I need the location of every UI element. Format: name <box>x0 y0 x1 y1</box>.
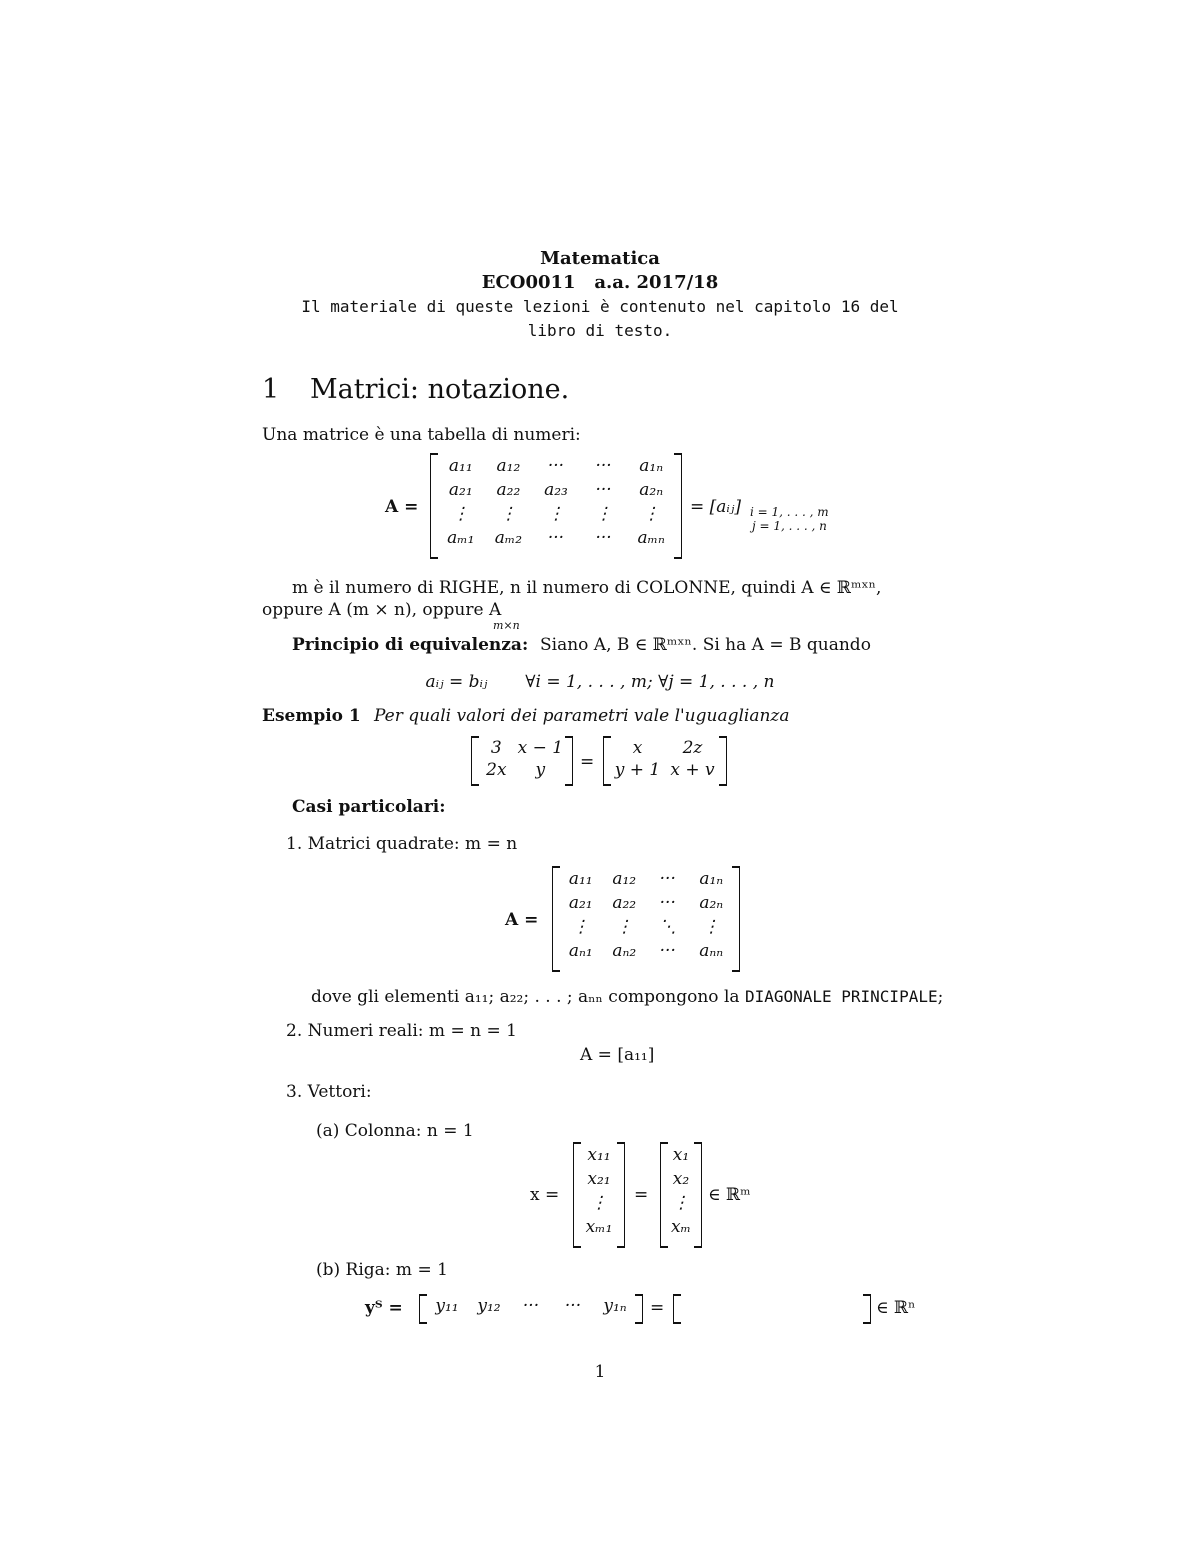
esempio-left-cell: y <box>535 760 546 780</box>
square-matrix-cell: ··· <box>659 893 676 913</box>
course-title: Matematica <box>540 248 660 269</box>
square-matrix-cell: a₂₂ <box>612 893 637 913</box>
matrix-a-cell: ··· <box>547 528 565 548</box>
intro-text: Una matrice è una tabella di numeri: <box>262 425 581 445</box>
real-number-formula: A = [a₁₁] <box>580 1045 655 1065</box>
matrix-a-cell: a₂₃ <box>544 480 568 500</box>
matrix-a-cell: ⋮ <box>595 504 613 524</box>
matrix-a-index-j: j = 1, . . . , n <box>752 519 827 533</box>
esempio-right-cell: y + 1 <box>614 760 661 780</box>
matrix-a-rhs: = [aᵢⱼ] <box>690 497 741 517</box>
matrix-a-lhs: A = <box>385 497 419 517</box>
column-label: (a) Colonna: n = 1 <box>316 1121 474 1141</box>
esempio-left-cell: 2x <box>486 760 507 780</box>
square-matrix-cell: ⋱ <box>659 917 677 937</box>
matrix-a-cell: aₘ₂ <box>494 528 523 548</box>
casi-heading: Casi particolari: <box>292 797 446 817</box>
column-left-cell: xₘ₁ <box>585 1217 613 1237</box>
esempio-right-cell: x + v <box>670 760 715 780</box>
square-matrix-cell: a₂ₙ <box>699 893 724 913</box>
column-vector-tail: ∈ ℝᵐ <box>708 1185 751 1205</box>
row-left-cell: ··· <box>522 1296 540 1316</box>
casi-item-2: 2. Numeri reali: m = n = 1 <box>286 1021 517 1041</box>
row-left-cell: y₁₁ <box>435 1296 459 1316</box>
row-vector-left <box>419 1294 643 1324</box>
note-line-2: libro di testo. <box>527 321 673 340</box>
row-vector-lhs: yᵀ = <box>365 1298 403 1318</box>
matrix-a-cell: a₁₂ <box>496 456 521 476</box>
para-mn-line1: m è il numero di RIGHE, n il numero di COLONNE, quindi A ∈ ℝᵐˣⁿ, <box>292 578 882 598</box>
square-matrix-cell: a₁ₙ <box>699 869 724 889</box>
matrix-a-cell: aₘ₁ <box>447 528 475 548</box>
column-vector-right <box>660 1142 702 1248</box>
column-left-cell: x₁₁ <box>587 1145 611 1165</box>
diagonal-text <box>311 987 943 1007</box>
principio-label: Principio di equivalenza: <box>292 635 529 655</box>
casi-item-3: 3. Vettori: <box>286 1082 372 1102</box>
column-vector-equals: = <box>634 1185 649 1205</box>
esempio-right-cell: x <box>632 738 643 758</box>
matrix-a-cell: a₁ₙ <box>639 456 664 476</box>
matrix-a-cell: ⋮ <box>547 504 565 524</box>
casi-item-1: 1. Matrici quadrate: m = n <box>286 834 518 854</box>
para-mn-line2: oppure A (m × n), oppure A <box>262 600 502 620</box>
square-matrix-cell: ··· <box>659 869 676 889</box>
square-matrix <box>552 866 740 972</box>
row-vector-equals: = <box>650 1298 665 1318</box>
diagonal-text-pre: dove gli elementi a₁₁; a₂₂; . . . ; aₙₙ compongono la <box>311 987 740 1007</box>
matrix-a <box>430 453 682 559</box>
row-vector-tail: ∈ ℝⁿ <box>876 1298 916 1318</box>
column-right-cell: x₂ <box>672 1169 690 1189</box>
square-matrix-cell: ⋮ <box>615 917 633 937</box>
column-right-cell: ⋮ <box>672 1193 690 1213</box>
column-vector-left <box>573 1142 625 1248</box>
square-matrix-cell: ··· <box>659 941 676 961</box>
diagonal-text-post: ; <box>937 987 944 1007</box>
column-right-cell: x₁ <box>672 1145 690 1165</box>
esempio-left-cell: 3 <box>490 738 502 758</box>
column-left-cell: ⋮ <box>590 1193 608 1213</box>
page-number: 1 <box>594 1362 606 1382</box>
matrix-a-index-i: i = 1, . . . , m <box>750 505 829 519</box>
column-left-cell: x₂₁ <box>587 1169 611 1189</box>
square-matrix-cell: a₁₁ <box>568 869 593 889</box>
row-left-cell: ··· <box>564 1296 582 1316</box>
diagonal-text-mono: DIAGONALE PRINCIPALE <box>744 987 938 1006</box>
matrix-a-cell: ⋮ <box>642 504 660 524</box>
matrix-a-cell: aₘₙ <box>637 528 665 548</box>
esempio-left-matrix <box>471 736 573 786</box>
column-vector-lhs: x = <box>530 1185 560 1205</box>
section-number: 1 <box>262 374 280 405</box>
matrix-a-cell: ⋮ <box>452 504 470 524</box>
matrix-a-cell: ··· <box>547 456 565 476</box>
row-label: (b) Riga: m = 1 <box>316 1260 448 1280</box>
square-matrix-cell: a₂₁ <box>568 893 593 913</box>
square-matrix-cell: aₙ₁ <box>568 941 593 961</box>
esempio-text: Per quali valori dei parametri vale l'uguaglianza <box>374 706 790 726</box>
matrix-a-cell: ··· <box>595 456 612 476</box>
row-vector-right <box>673 1294 871 1324</box>
esempio-right-cell: 2z <box>682 738 703 758</box>
row-left-cell: y₁₂ <box>477 1296 501 1316</box>
esempio-equals: = <box>580 752 595 772</box>
square-matrix-cell: ⋮ <box>702 917 720 937</box>
matrix-a-cell: ··· <box>595 528 612 548</box>
matrix-a-cell: a₂₂ <box>496 480 521 500</box>
course-code: ECO0011 a.a. 2017/18 <box>481 272 719 293</box>
row-left-cell: y₁ₙ <box>603 1296 627 1316</box>
square-matrix-cell: aₙ₂ <box>612 941 637 961</box>
matrix-a-cell: ··· <box>595 480 612 500</box>
square-matrix-cell: ⋮ <box>572 917 590 937</box>
esempio-left-cell: x − 1 <box>517 738 564 758</box>
esempio-label: Esempio 1 <box>262 706 361 726</box>
section-title: Matrici: notazione. <box>310 374 570 405</box>
note-line-1: Il materiale di queste lezioni è contenuto nel capitolo 16 del <box>301 297 899 316</box>
matrix-a-cell: a₂ₙ <box>639 480 664 500</box>
principio-text: Siano A, B ∈ ℝᵐˣⁿ. Si ha A = B quando <box>540 635 871 655</box>
square-matrix-cell: aₙₙ <box>699 941 724 961</box>
matrix-a-cell: ⋮ <box>499 504 517 524</box>
square-matrix-lhs: A = <box>505 910 539 930</box>
square-matrix-cell: a₁₂ <box>612 869 637 889</box>
para-mn-sub: m×n <box>493 619 520 632</box>
matrix-a-cell: a₁₁ <box>448 456 473 476</box>
column-right-cell: xₘ <box>670 1217 691 1237</box>
principio-formula: aᵢⱼ = bᵢⱼ ∀i = 1, . . . , m; ∀j = 1, . . . , n <box>425 672 775 692</box>
matrix-a-cell: a₂₁ <box>448 480 473 500</box>
esempio-right-matrix <box>603 736 727 786</box>
